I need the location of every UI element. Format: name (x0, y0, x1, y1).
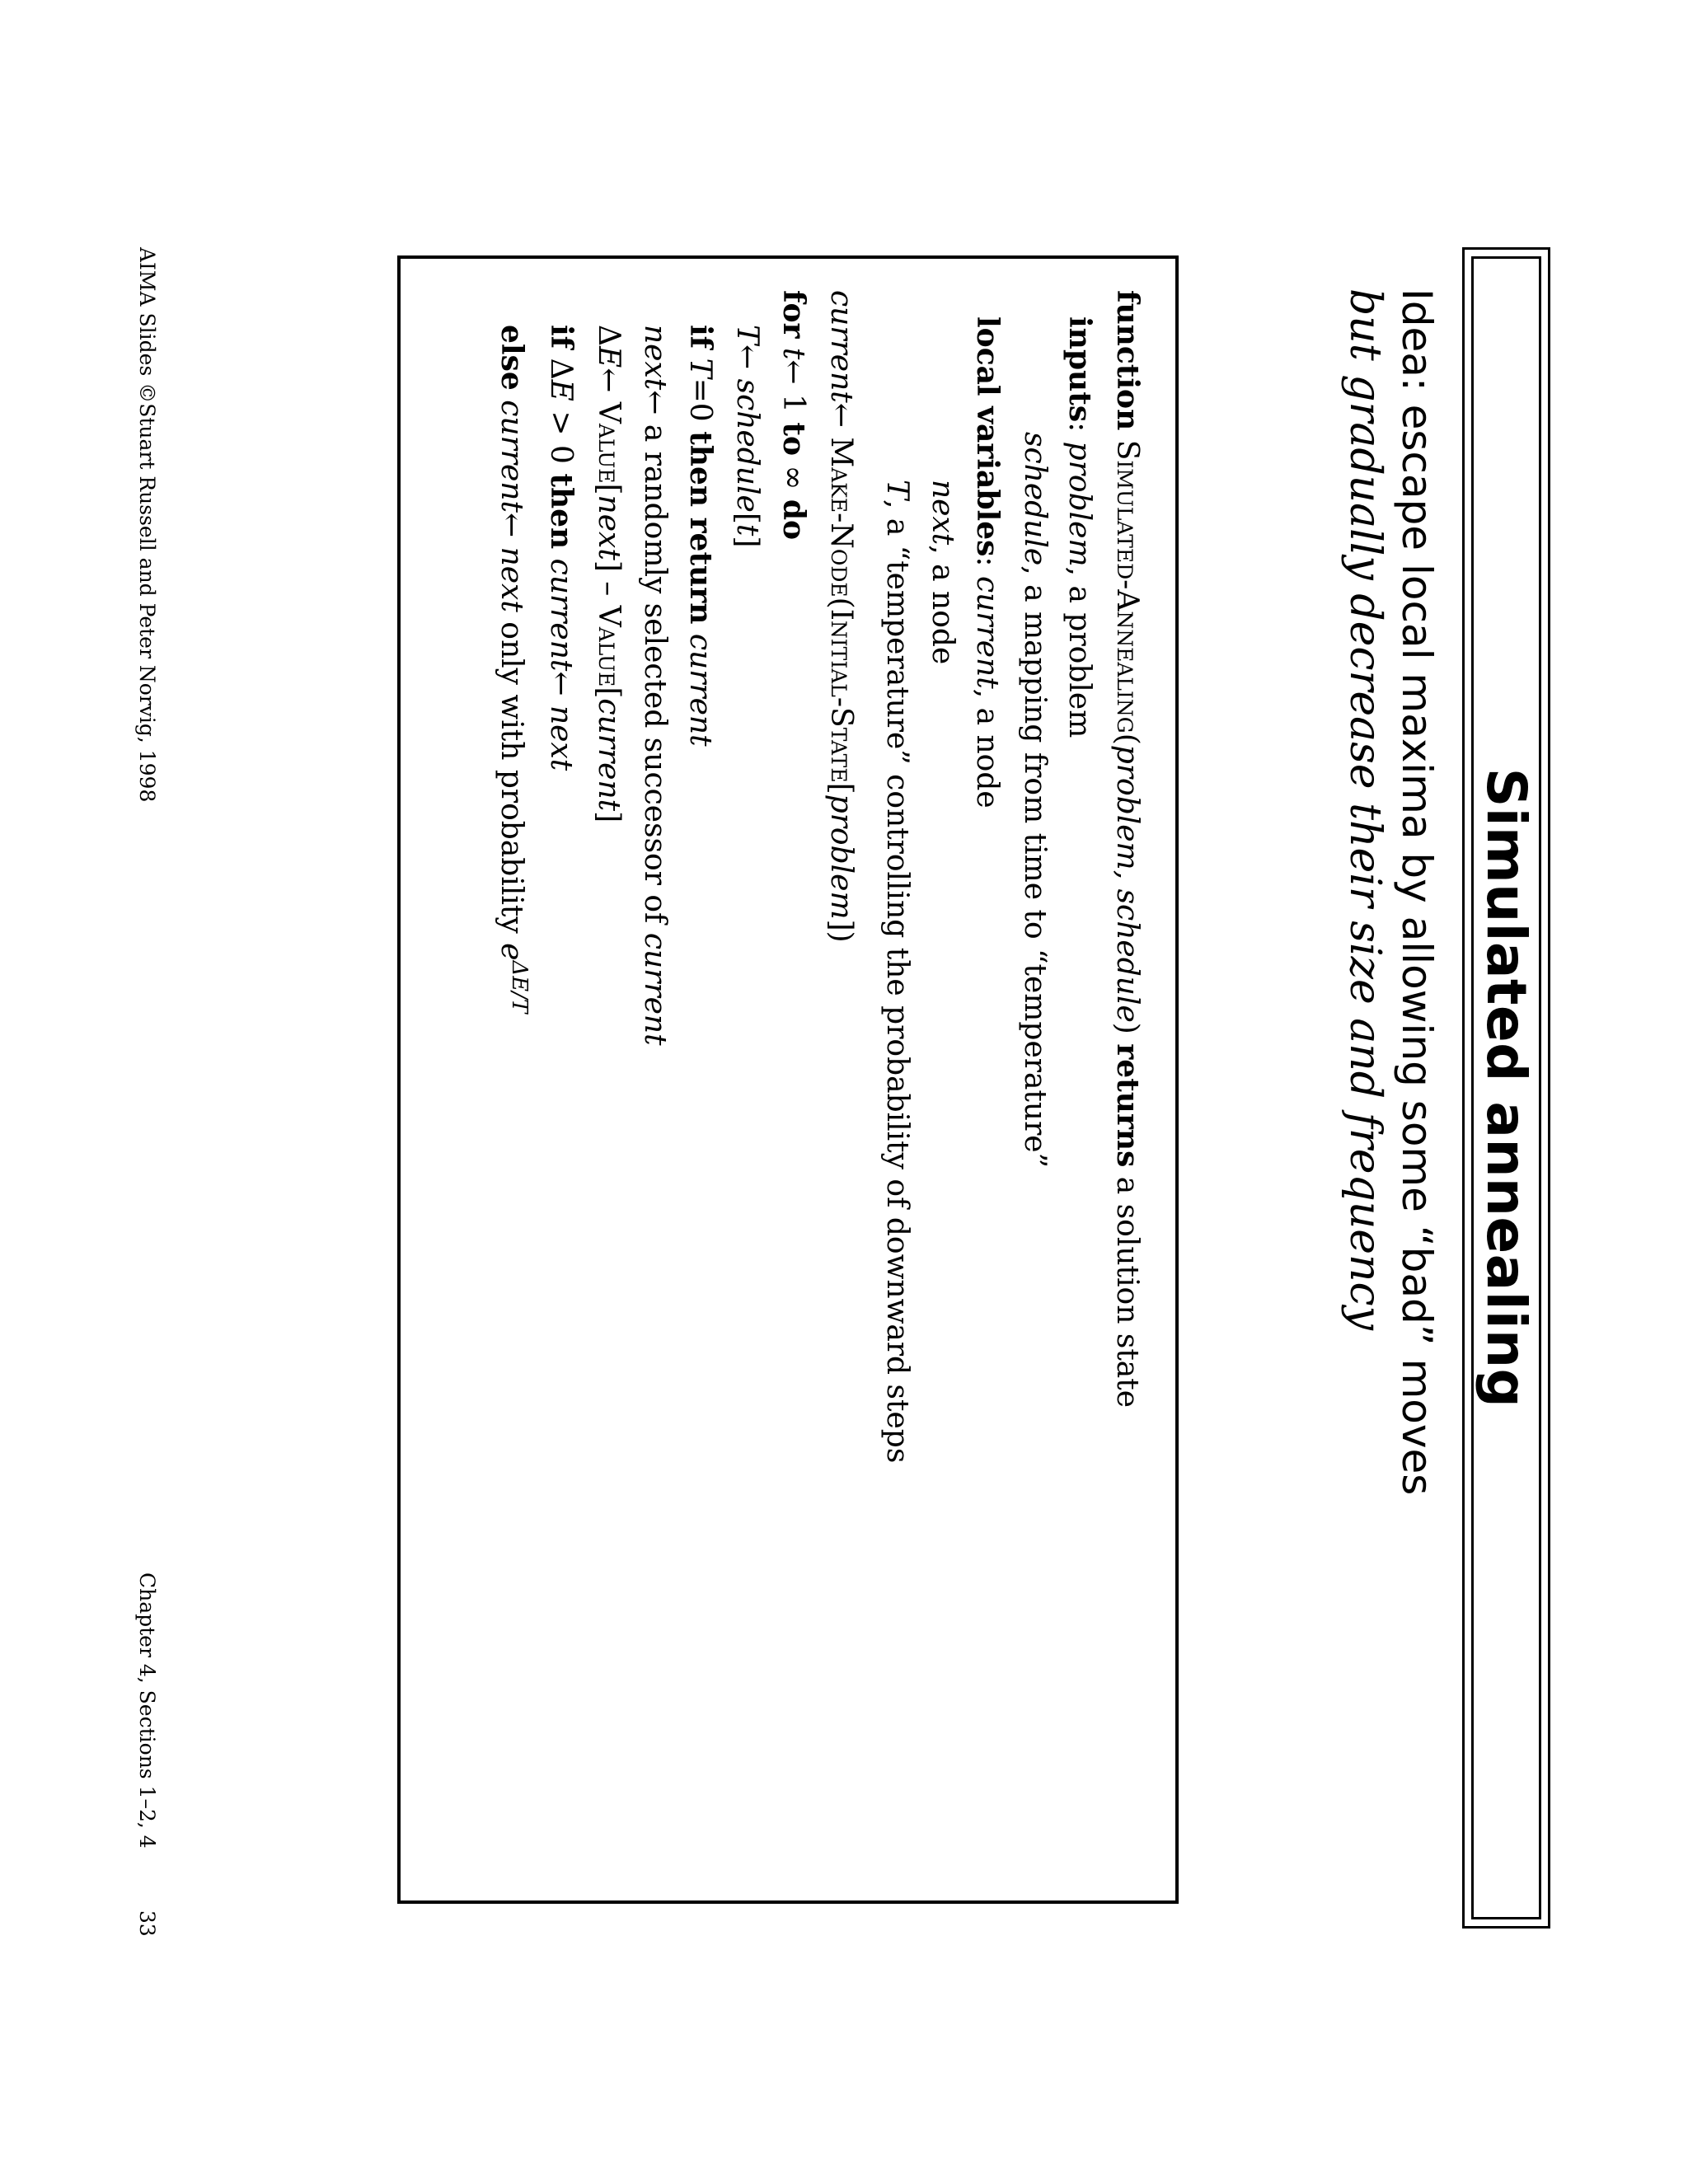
bracket-open: [ (730, 512, 764, 524)
keyword-else: else (495, 325, 529, 391)
function-params: problem, schedule (1110, 744, 1144, 1023)
var-e: E (592, 346, 626, 368)
assign-rhs: next (544, 705, 578, 771)
exp-base: e (495, 943, 528, 961)
title-frame-inner (1471, 256, 1541, 1919)
arg-next: next (592, 494, 626, 560)
input-schedule: schedule (1018, 432, 1052, 566)
arg-current: current (638, 932, 672, 1046)
bracket-close: ]) (824, 919, 858, 943)
algo-line-next (927, 480, 957, 664)
loop-start: ← 1 (776, 359, 810, 423)
infinity: ∞ (776, 456, 810, 499)
paren-close: ) (1110, 1022, 1144, 1034)
keyword-then-return: then return (683, 431, 718, 625)
title-frame (1462, 247, 1550, 1929)
keyword-do: do (776, 499, 811, 541)
algo-line-temperature (882, 480, 912, 1463)
bracket-open: [ (592, 687, 626, 699)
fn-schedule: schedule (730, 378, 764, 513)
algo-line-if-zero (683, 325, 718, 747)
input-problem-desc: , a problem (1062, 566, 1096, 738)
fn-initial-state: Initial-State (824, 608, 858, 783)
footer-chapter: Chapter 4, Sections 1–2, 4 (135, 1572, 159, 1849)
algo-line-schedule-assign (732, 325, 762, 547)
cond-expr: > 0 (544, 401, 578, 474)
colon: : (970, 556, 1004, 576)
assign-arrow: ← (730, 344, 764, 379)
return-value: current (683, 633, 717, 747)
assign-lhs: T (730, 325, 764, 345)
assign-desc: ← a randomly selected successor of (638, 390, 672, 933)
keyword-function: function (1110, 290, 1145, 431)
algo-line-select-next (638, 325, 672, 1046)
algo-line-if-positive (544, 325, 579, 771)
keyword-for: for (776, 290, 811, 339)
assign-lhs: next (638, 325, 672, 391)
bracket-close: ] (592, 811, 626, 823)
return-description: a solution state (1110, 1167, 1144, 1408)
paren-open: ( (824, 597, 858, 609)
var-t: T (880, 480, 914, 500)
input-schedule-desc: , a mapping from time to “temperature” (1018, 565, 1052, 1168)
exp-power: ΔE/T (507, 960, 532, 1014)
page-number: 33 (135, 1910, 159, 1937)
minus: ] – (592, 560, 626, 606)
algo-line-init (826, 290, 856, 943)
fn-make-node: Make-Node (824, 437, 858, 598)
arg-problem: problem (824, 794, 858, 920)
idea-statement: Idea: escape local maxima by allowing some “bad” moves (1393, 288, 1441, 1496)
var-t-desc: , a “temperature” controlling the probability of downward steps (880, 499, 914, 1464)
arg-t: t (730, 523, 764, 537)
keyword-returns: returns (1110, 1043, 1145, 1168)
bracket-close: ] (730, 536, 764, 548)
assign-arrow: ← (824, 402, 858, 438)
delta-symbol: Δ (544, 349, 578, 380)
probability-text: only with probability (495, 612, 528, 944)
bracket-open: [ (592, 483, 626, 495)
algo-line-local-vars (970, 316, 1005, 808)
algo-line-schedule (1018, 432, 1052, 1168)
assign-lhs: current (824, 290, 858, 403)
assign-arrow: ← (495, 512, 528, 547)
function-name: Simulated-Annealing (1110, 439, 1144, 733)
var-current-desc: , a node (970, 688, 1004, 808)
algo-line-else (496, 325, 530, 1013)
footer-credit: AIMA Slides ©Stuart Russell and Peter Norvig, 1998 (135, 247, 159, 803)
keyword-local-variables: local variables (970, 316, 1005, 557)
cond-expr: =0 (683, 377, 717, 432)
algo-line-for (778, 290, 809, 540)
keyword-inputs: inputs (1062, 316, 1097, 423)
var-next: next (926, 480, 959, 546)
var-e: E (544, 379, 578, 401)
keyword-then: then (544, 473, 579, 550)
bracket-open: [ (824, 782, 858, 794)
arg-current: current (592, 698, 626, 812)
slide-title: Simulated annealing (1475, 767, 1538, 1408)
var-current: current (970, 575, 1004, 689)
delta-symbol: Δ (592, 325, 626, 346)
keyword-to: to (776, 422, 811, 456)
assign-arrow: ← (544, 671, 578, 705)
paren-open: ( (1110, 733, 1144, 745)
keyword-if: if (683, 325, 718, 349)
idea-statement-continuation: but gradually decrease their size and frequency (1340, 288, 1390, 1331)
keyword-if: if (544, 325, 579, 349)
assign-lhs: current (544, 558, 578, 672)
assign-rhs: next (495, 546, 528, 612)
loop-var: t (776, 347, 810, 360)
cond-var: T (683, 358, 717, 378)
algo-line-delta-e (592, 325, 626, 823)
fn-value: Value (592, 401, 626, 484)
var-next-desc: , a node (926, 545, 959, 665)
assign-arrow: ← (592, 368, 626, 402)
algo-line-function (1110, 290, 1145, 1408)
algo-line-inputs (1064, 316, 1095, 738)
fn-value: Value (592, 605, 626, 687)
assign-lhs: current (495, 400, 528, 513)
colon: : (1062, 422, 1096, 442)
input-problem: problem (1062, 441, 1096, 567)
algorithm-box (397, 255, 1179, 1904)
